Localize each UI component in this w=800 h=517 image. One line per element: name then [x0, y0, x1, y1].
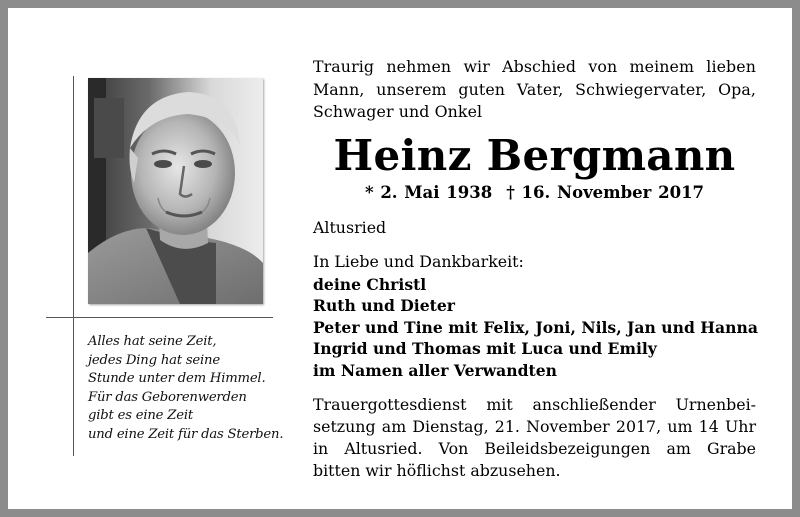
verse-quote: [88, 333, 288, 445]
verse-line: Stunde unter dem Himmel.: [88, 371, 266, 387]
service-line: bitten wir höflichst abzusehen.: [313, 460, 561, 480]
service-notice: [313, 394, 756, 481]
verse-line: Für das Geborenwerden: [88, 389, 247, 405]
portrait-photo: [88, 78, 263, 304]
life-dates: [313, 182, 756, 204]
service-line: Trauergottesdienst mit anschließender Urnenbei-: [313, 395, 756, 415]
vertical-divider: [73, 76, 74, 456]
family-entry: deine Christl: [313, 274, 427, 294]
family-entry: Ruth und Dieter: [313, 296, 455, 316]
place-name: Altusried: [313, 217, 387, 237]
verse-line: und eine Zeit für das Sterben.: [88, 426, 284, 442]
horizontal-divider: [46, 317, 273, 318]
announcement-column: [313, 56, 756, 482]
family-list: [313, 274, 756, 382]
birth-date: * 2. Mai 1938: [364, 182, 493, 202]
verse-line: jedes Ding hat seine: [88, 352, 220, 368]
verse-line: gibt es eine Zeit: [88, 408, 193, 424]
obituary-content: [16, 16, 784, 501]
family-entry: Peter und Tine mit Felix, Joni, Nils, Jan und Hanna: [313, 317, 758, 337]
intro-line: Schwager und Onkel: [313, 102, 483, 121]
family-entry: im Namen aller Verwandten: [313, 360, 557, 380]
family-entry: Ingrid und Thomas mit Luca und Emily: [313, 339, 657, 359]
death-date: † 16. November 2017: [506, 182, 705, 202]
verse-line: Alles hat seine Zeit,: [88, 334, 217, 349]
deceased-name: Heinz Bergmann: [333, 130, 736, 180]
intro-text: [313, 56, 756, 124]
service-line: in Altusried. Von Beileidsbezeigungen am Grabe: [313, 439, 756, 459]
thanks-line: In Liebe und Dankbarkeit:: [313, 251, 524, 271]
intro-line: Traurig nehmen wir Abschied von meinem lieben: [313, 57, 756, 76]
service-line: setzung am Dienstag, 21. November 2017, um 14 Uhr: [313, 417, 756, 437]
intro-line: Mann, unserem guten Vater, Schwiegervater, Opa,: [313, 79, 756, 99]
